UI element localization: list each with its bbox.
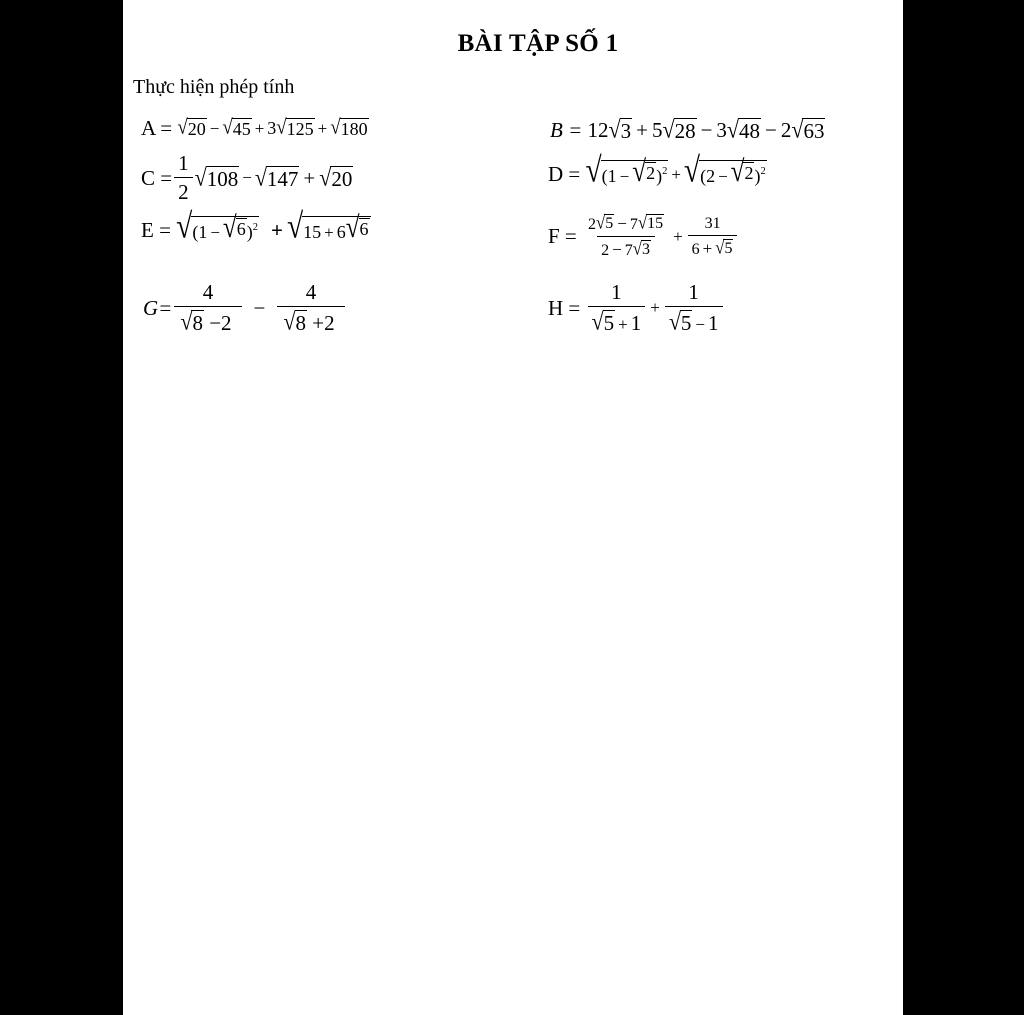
- document-page: [123, 0, 903, 1015]
- sqrt-125: √ 125: [276, 115, 314, 140]
- sqrt-e2: √ 15 + 6 √ 6: [286, 207, 369, 247]
- page-title: BÀI TẬP SỐ 1: [457, 30, 619, 57]
- sqrt-180: √ 180: [330, 115, 368, 140]
- sqrt-108: √ 108: [194, 163, 239, 192]
- sqrt-e1: √ (1 − √ 6 )$^2$: [176, 207, 258, 247]
- formula-a: A = √ 20 − √ 45 + 3 √ 125 + √ 180: [141, 115, 368, 140]
- label-c: C =: [141, 165, 173, 190]
- label-g: G=: [143, 295, 173, 320]
- fraction-h2: 1 √ 5 − 1: [665, 281, 723, 335]
- label-d: D =: [548, 162, 581, 187]
- formula-d: D = √ (1 − √ 2 )$^2$ + √ (2 − √ 2 )$^2$: [548, 151, 766, 191]
- sqrt-20b: √ 20: [319, 163, 353, 192]
- fraction-f1: 2 √ 5 − 7 √ 15 2 − 7 √ 3: [588, 212, 664, 259]
- formula-b: B = 12 √ 3 + 5 √ 28 − 3 √ 48 − 2 √ 63: [550, 116, 825, 144]
- formula-c: C = $\frac{1}{2}$ √ 108 − √ 147 + √ 20: [141, 151, 353, 205]
- fraction-g2: 4 √ 8 +2: [277, 281, 344, 335]
- instruction-text: Thực hiện phép tính: [133, 76, 295, 98]
- sqrt-d2: √ (2 − √ 2 )$^2$: [683, 151, 766, 191]
- formula-h: H = 1 √ 5 + 1 + 1 √ 5 − 1: [548, 281, 725, 335]
- sqrt-28: √ 28: [662, 116, 696, 144]
- sqrt-20: √ 20: [177, 115, 206, 140]
- fraction-f2: 31 6 + √ 5: [688, 215, 738, 258]
- label-h: H =: [548, 295, 581, 320]
- sqrt-45: √ 45: [222, 115, 251, 140]
- sqrt-d1: √ (1 − √ 2 )$^2$: [585, 151, 668, 191]
- fraction-g1: 4 √ 8 −2: [174, 281, 241, 335]
- label-e: E =: [141, 218, 171, 243]
- fraction-half: $\frac{1}{2}$: [174, 152, 193, 204]
- label-a: A =: [141, 116, 173, 140]
- label-f: F =: [548, 224, 577, 249]
- label-b: B =: [550, 118, 583, 142]
- sqrt-147: √ 147: [254, 163, 299, 192]
- sqrt-63: √ 63: [791, 116, 825, 144]
- sqrt-3: √ 3: [608, 116, 632, 144]
- formula-f: F = 2 √ 5 − 7 √ 15 2 − 7 √ 3 + 31 6 + √ 5: [548, 214, 739, 259]
- fraction-h1: 1 √ 5 + 1: [588, 281, 646, 335]
- sqrt-48: √ 48: [726, 116, 761, 144]
- formula-g: G= 4 √ 8 −2 − 4 √ 8 +2: [143, 281, 347, 335]
- formula-e: E = √ (1 − √ 6 )$^2$ + √ 15 + 6 √ 6: [141, 207, 369, 247]
